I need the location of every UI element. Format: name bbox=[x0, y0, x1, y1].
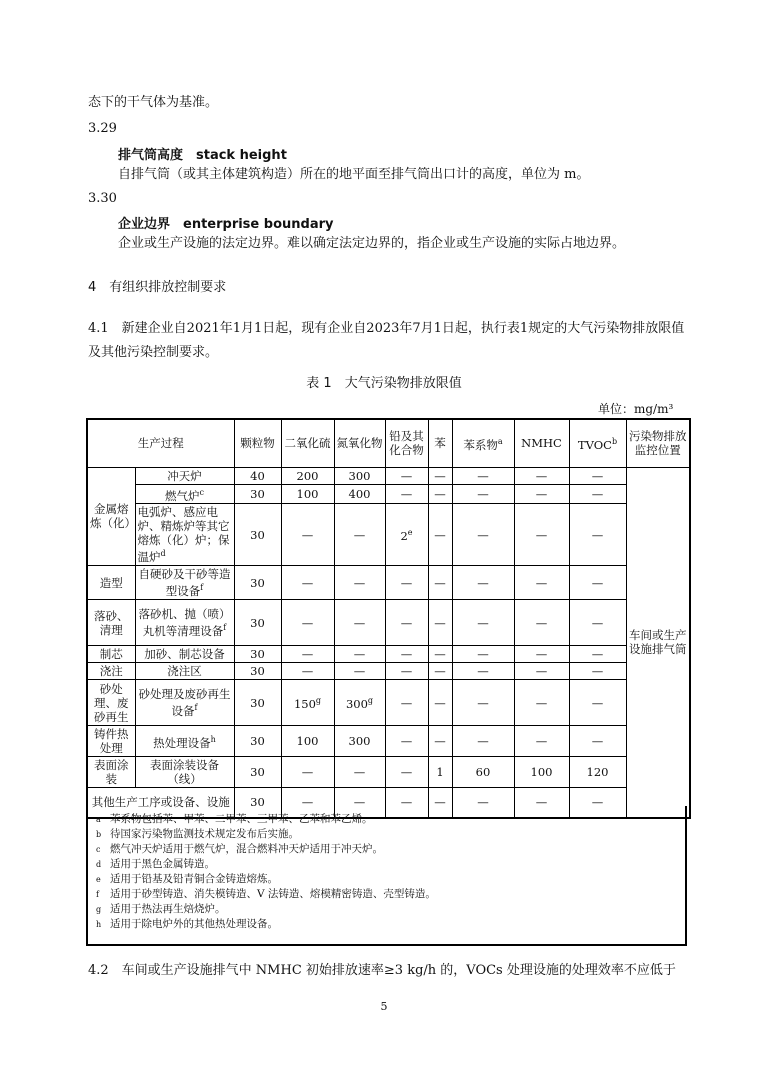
note-ref: f bbox=[200, 583, 204, 593]
cell-dash: — bbox=[334, 504, 385, 566]
cell-pm: 30 bbox=[234, 566, 281, 600]
cell-dash: — bbox=[385, 600, 428, 646]
cell-benzene: 1 bbox=[428, 757, 452, 788]
cell-pm: 30 bbox=[234, 600, 281, 646]
cell-pm: 30 bbox=[234, 680, 281, 726]
cell-dash: — bbox=[385, 467, 428, 484]
cell-so2: 100 bbox=[281, 726, 334, 757]
emission-limit-table bbox=[86, 418, 691, 819]
cell-nox-value: 300 bbox=[345, 697, 368, 712]
cell-dash: — bbox=[452, 680, 514, 726]
equipment bbox=[135, 680, 234, 726]
group-pour: 浇注 bbox=[87, 663, 135, 680]
clause-4-2: 4.2 车间或生产设施排气中 NMHC 初始排放速率≥3 kg/h 的，VOCs 处理设施的处理效率不应低于 bbox=[88, 963, 676, 978]
table-note bbox=[88, 872, 685, 887]
cell-dash: — bbox=[334, 757, 385, 788]
table-row bbox=[87, 600, 690, 646]
cell-pm: 40 bbox=[234, 467, 281, 484]
section-number-3-29: 3.29 bbox=[88, 121, 117, 136]
table-note bbox=[88, 902, 685, 917]
table-row bbox=[87, 484, 690, 504]
note-text: 适用于砂型铸造、消失模铸造、V 法铸造、熔模精密铸造、壳型铸造。 bbox=[110, 888, 436, 900]
table-notes bbox=[86, 806, 687, 946]
equipment: 浇注区 bbox=[135, 663, 234, 680]
cell-dash: — bbox=[569, 726, 626, 757]
note-ref: h bbox=[210, 734, 216, 744]
cell-dash: — bbox=[514, 680, 569, 726]
cell-pm: 30 bbox=[234, 504, 281, 566]
table-row bbox=[87, 726, 690, 757]
header-tvoc bbox=[569, 419, 626, 467]
note-text: 适用于热法再生焙烧炉。 bbox=[110, 903, 226, 915]
cell-dash: — bbox=[334, 646, 385, 663]
cell-so2: 200 bbox=[281, 467, 334, 484]
equipment bbox=[135, 600, 234, 646]
table-note bbox=[88, 842, 685, 857]
cell-tvoc: 120 bbox=[569, 757, 626, 788]
group-sand: 砂处理、废砂再生 bbox=[87, 680, 135, 726]
table-unit: 单位：mg/m³ bbox=[598, 402, 674, 416]
equipment-label: 砂处理及废砂再生设备 bbox=[138, 687, 231, 719]
cell-pm: 30 bbox=[234, 788, 281, 818]
page-number: 5 bbox=[380, 1000, 388, 1013]
group-coating: 表面涂装 bbox=[87, 757, 135, 788]
cell-dash: — bbox=[281, 600, 334, 646]
cell-dash: — bbox=[514, 663, 569, 680]
header-process: 生产过程 bbox=[87, 419, 234, 467]
cell-dash: — bbox=[514, 566, 569, 600]
cell-dash: — bbox=[514, 646, 569, 663]
note-text: 适用于除电炉外的其他热处理设备。 bbox=[110, 918, 278, 930]
equipment: 冲天炉 bbox=[135, 467, 234, 484]
group-core: 制芯 bbox=[87, 646, 135, 663]
cell-pm: 30 bbox=[234, 484, 281, 504]
header-pm: 颗粒物 bbox=[234, 419, 281, 467]
group-other: 其他生产工序或设备、设施 bbox=[87, 788, 234, 818]
equipment bbox=[135, 566, 234, 600]
note-mark: a bbox=[96, 815, 101, 824]
note-ref: d bbox=[160, 549, 166, 559]
table-row bbox=[87, 663, 690, 680]
cell-dash: — bbox=[428, 788, 452, 818]
cell-dash: — bbox=[385, 484, 428, 504]
table-caption: 表 1 大气污染物排放限值 bbox=[306, 376, 462, 391]
cell-nox: 300 bbox=[334, 467, 385, 484]
cell-lead bbox=[385, 504, 428, 566]
note-ref: a bbox=[497, 436, 503, 446]
cell-dash: — bbox=[428, 726, 452, 757]
group-melt: 金属熔炼（化） bbox=[87, 467, 135, 566]
header-benzenes bbox=[452, 419, 514, 467]
cell-dash: — bbox=[334, 600, 385, 646]
cell-pm: 30 bbox=[234, 726, 281, 757]
header-so2: 二氧化硫 bbox=[281, 419, 334, 467]
section-heading-4: 4 有组织排放控制要求 bbox=[88, 280, 227, 295]
header-nmhc: NMHC bbox=[514, 419, 569, 467]
group-mold: 造型 bbox=[87, 566, 135, 600]
note-text: 待国家污染物监测技术规定发布后实施。 bbox=[110, 828, 299, 840]
cell-dash: — bbox=[514, 467, 569, 484]
cell-dash: — bbox=[452, 600, 514, 646]
table-row bbox=[87, 646, 690, 663]
cell-dash: — bbox=[514, 726, 569, 757]
note-text: 适用于黑色金属铸造。 bbox=[110, 858, 215, 870]
cell-dash: — bbox=[334, 566, 385, 600]
cell-dash: — bbox=[281, 663, 334, 680]
clause-4-1-line2: 及其他污染控制要求。 bbox=[88, 345, 219, 360]
equipment-label: 自硬砂及干砂等造型设备 bbox=[138, 567, 231, 599]
cell-dash: — bbox=[428, 484, 452, 504]
equipment-label: 热处理设备 bbox=[153, 735, 211, 750]
cell-dash: — bbox=[281, 646, 334, 663]
group-shakeout: 落砂、清理 bbox=[87, 600, 135, 646]
table-note bbox=[88, 887, 685, 902]
cell-dash: — bbox=[428, 566, 452, 600]
table-row bbox=[87, 757, 690, 788]
cell-dash: — bbox=[569, 788, 626, 818]
header-location: 污染物排放监控位置 bbox=[626, 419, 690, 467]
note-text: 适用于铅基及铅青铜合金铸造熔炼。 bbox=[110, 873, 278, 885]
cell-nmhc: 100 bbox=[514, 757, 569, 788]
note-mark: d bbox=[96, 860, 102, 869]
table-row bbox=[87, 566, 690, 600]
equipment-label: 电弧炉、感应电炉、精炼炉等其它熔炼（化）炉；保温炉 bbox=[137, 505, 230, 565]
cell-nox: 400 bbox=[334, 484, 385, 504]
cell-dash: — bbox=[452, 484, 514, 504]
clause-4-1-line1: 4.1 新建企业自2021年1月1日起，现有企业自2023年7月1日起，执行表1规定的大气污染物排放限值 bbox=[88, 321, 685, 336]
cell-dash: — bbox=[569, 467, 626, 484]
group-heat: 铸件热处理 bbox=[87, 726, 135, 757]
cell-dash: — bbox=[514, 484, 569, 504]
cell-dash: — bbox=[569, 680, 626, 726]
note-mark: b bbox=[96, 830, 102, 839]
cell-dash: — bbox=[428, 680, 452, 726]
cell-dash: — bbox=[428, 504, 452, 566]
monitoring-location: 车间或生产设施排气筒 bbox=[626, 467, 690, 818]
cell-dash: — bbox=[514, 600, 569, 646]
section-number-3-30: 3.30 bbox=[88, 191, 117, 206]
header-nox: 氮氧化物 bbox=[334, 419, 385, 467]
table-note bbox=[88, 857, 685, 872]
cell-dash: — bbox=[569, 646, 626, 663]
cell-dash: — bbox=[452, 788, 514, 818]
cell-dash: — bbox=[569, 663, 626, 680]
cell-pm: 30 bbox=[234, 663, 281, 680]
cell-dash: — bbox=[385, 566, 428, 600]
cell-dash: — bbox=[385, 726, 428, 757]
cell-nox bbox=[334, 680, 385, 726]
term-enterprise-boundary: 企业边界 enterprise boundary bbox=[118, 217, 334, 232]
equipment bbox=[135, 484, 234, 504]
cell-so2 bbox=[281, 680, 334, 726]
table-row bbox=[87, 504, 690, 566]
table-note bbox=[88, 827, 685, 842]
cell-nox: 300 bbox=[334, 726, 385, 757]
cell-pm: 30 bbox=[234, 646, 281, 663]
cell-dash: — bbox=[428, 467, 452, 484]
cell-dash: — bbox=[385, 646, 428, 663]
cell-dash: — bbox=[569, 566, 626, 600]
cell-dash: — bbox=[514, 788, 569, 818]
term-stack-height: 排气筒高度 stack height bbox=[118, 148, 287, 163]
cell-dash: — bbox=[569, 600, 626, 646]
cell-benzenes: 60 bbox=[452, 757, 514, 788]
table-row bbox=[87, 467, 690, 484]
paragraph-continuation: 态下的干气体为基准。 bbox=[88, 95, 219, 110]
cell-dash: — bbox=[452, 566, 514, 600]
cell-dash: — bbox=[452, 504, 514, 566]
cell-dash: — bbox=[385, 757, 428, 788]
note-mark: f bbox=[96, 890, 99, 899]
equipment: 加砂、制芯设备 bbox=[135, 646, 234, 663]
note-ref: g bbox=[367, 696, 374, 706]
cell-dash: — bbox=[452, 663, 514, 680]
note-mark: e bbox=[96, 875, 101, 884]
cell-dash: — bbox=[514, 504, 569, 566]
cell-dash: — bbox=[452, 646, 514, 663]
note-mark: c bbox=[96, 845, 101, 854]
cell-dash: — bbox=[385, 680, 428, 726]
cell-dash: — bbox=[385, 663, 428, 680]
cell-dash: — bbox=[452, 726, 514, 757]
note-ref: c bbox=[199, 487, 204, 497]
equipment: 表面涂装设备（线） bbox=[135, 757, 234, 788]
cell-dash: — bbox=[428, 646, 452, 663]
definition-enterprise-boundary: 企业或生产设施的法定边界。难以确定法定边界的，指企业或生产设施的实际占地边界。 bbox=[118, 236, 626, 251]
table-header-row bbox=[87, 419, 690, 467]
note-text: 苯系物包括苯、甲苯、二甲苯、三甲苯、乙苯和苯乙烯。 bbox=[110, 813, 373, 825]
note-mark: h bbox=[96, 920, 102, 929]
header-lead: 铅及其化合物 bbox=[385, 419, 428, 467]
header-benzene: 苯 bbox=[428, 419, 452, 467]
equipment bbox=[135, 726, 234, 757]
note-text: 燃气冲天炉适用于燃气炉，混合燃料冲天炉适用于冲天炉。 bbox=[110, 843, 383, 855]
cell-dash: — bbox=[428, 600, 452, 646]
cell-dash: — bbox=[569, 504, 626, 566]
cell-so2: 100 bbox=[281, 484, 334, 504]
table-note bbox=[88, 812, 685, 827]
cell-lead-value: 2 bbox=[400, 529, 408, 544]
note-ref: e bbox=[407, 528, 413, 538]
cell-dash: — bbox=[281, 788, 334, 818]
cell-dash: — bbox=[281, 757, 334, 788]
cell-dash: — bbox=[334, 788, 385, 818]
table-row bbox=[87, 680, 690, 726]
cell-dash: — bbox=[334, 663, 385, 680]
header-benzenes-label: 苯系物 bbox=[463, 437, 498, 452]
note-ref: b bbox=[611, 436, 618, 446]
note-ref: f bbox=[223, 623, 227, 633]
cell-dash: — bbox=[452, 467, 514, 484]
note-ref: g bbox=[315, 696, 322, 706]
equipment bbox=[135, 504, 234, 566]
definition-stack-height: 自排气筒（或其主体建筑构造）所在的地平面至排气筒出口计的高度，单位为 m。 bbox=[118, 167, 590, 182]
cell-dash: — bbox=[569, 484, 626, 504]
equipment-label: 燃气炉 bbox=[165, 488, 200, 503]
cell-dash: — bbox=[428, 663, 452, 680]
cell-dash: — bbox=[385, 788, 428, 818]
cell-pm: 30 bbox=[234, 757, 281, 788]
header-tvoc-label: TVOC bbox=[577, 437, 612, 452]
note-ref: f bbox=[194, 703, 198, 713]
equipment-label: 落砂机、抛（喷）丸机等清理设备 bbox=[138, 607, 231, 639]
cell-dash: — bbox=[281, 504, 334, 566]
note-mark: g bbox=[96, 905, 102, 914]
table-note bbox=[88, 917, 685, 932]
cell-dash: — bbox=[281, 566, 334, 600]
cell-so2-value: 150 bbox=[293, 697, 316, 712]
